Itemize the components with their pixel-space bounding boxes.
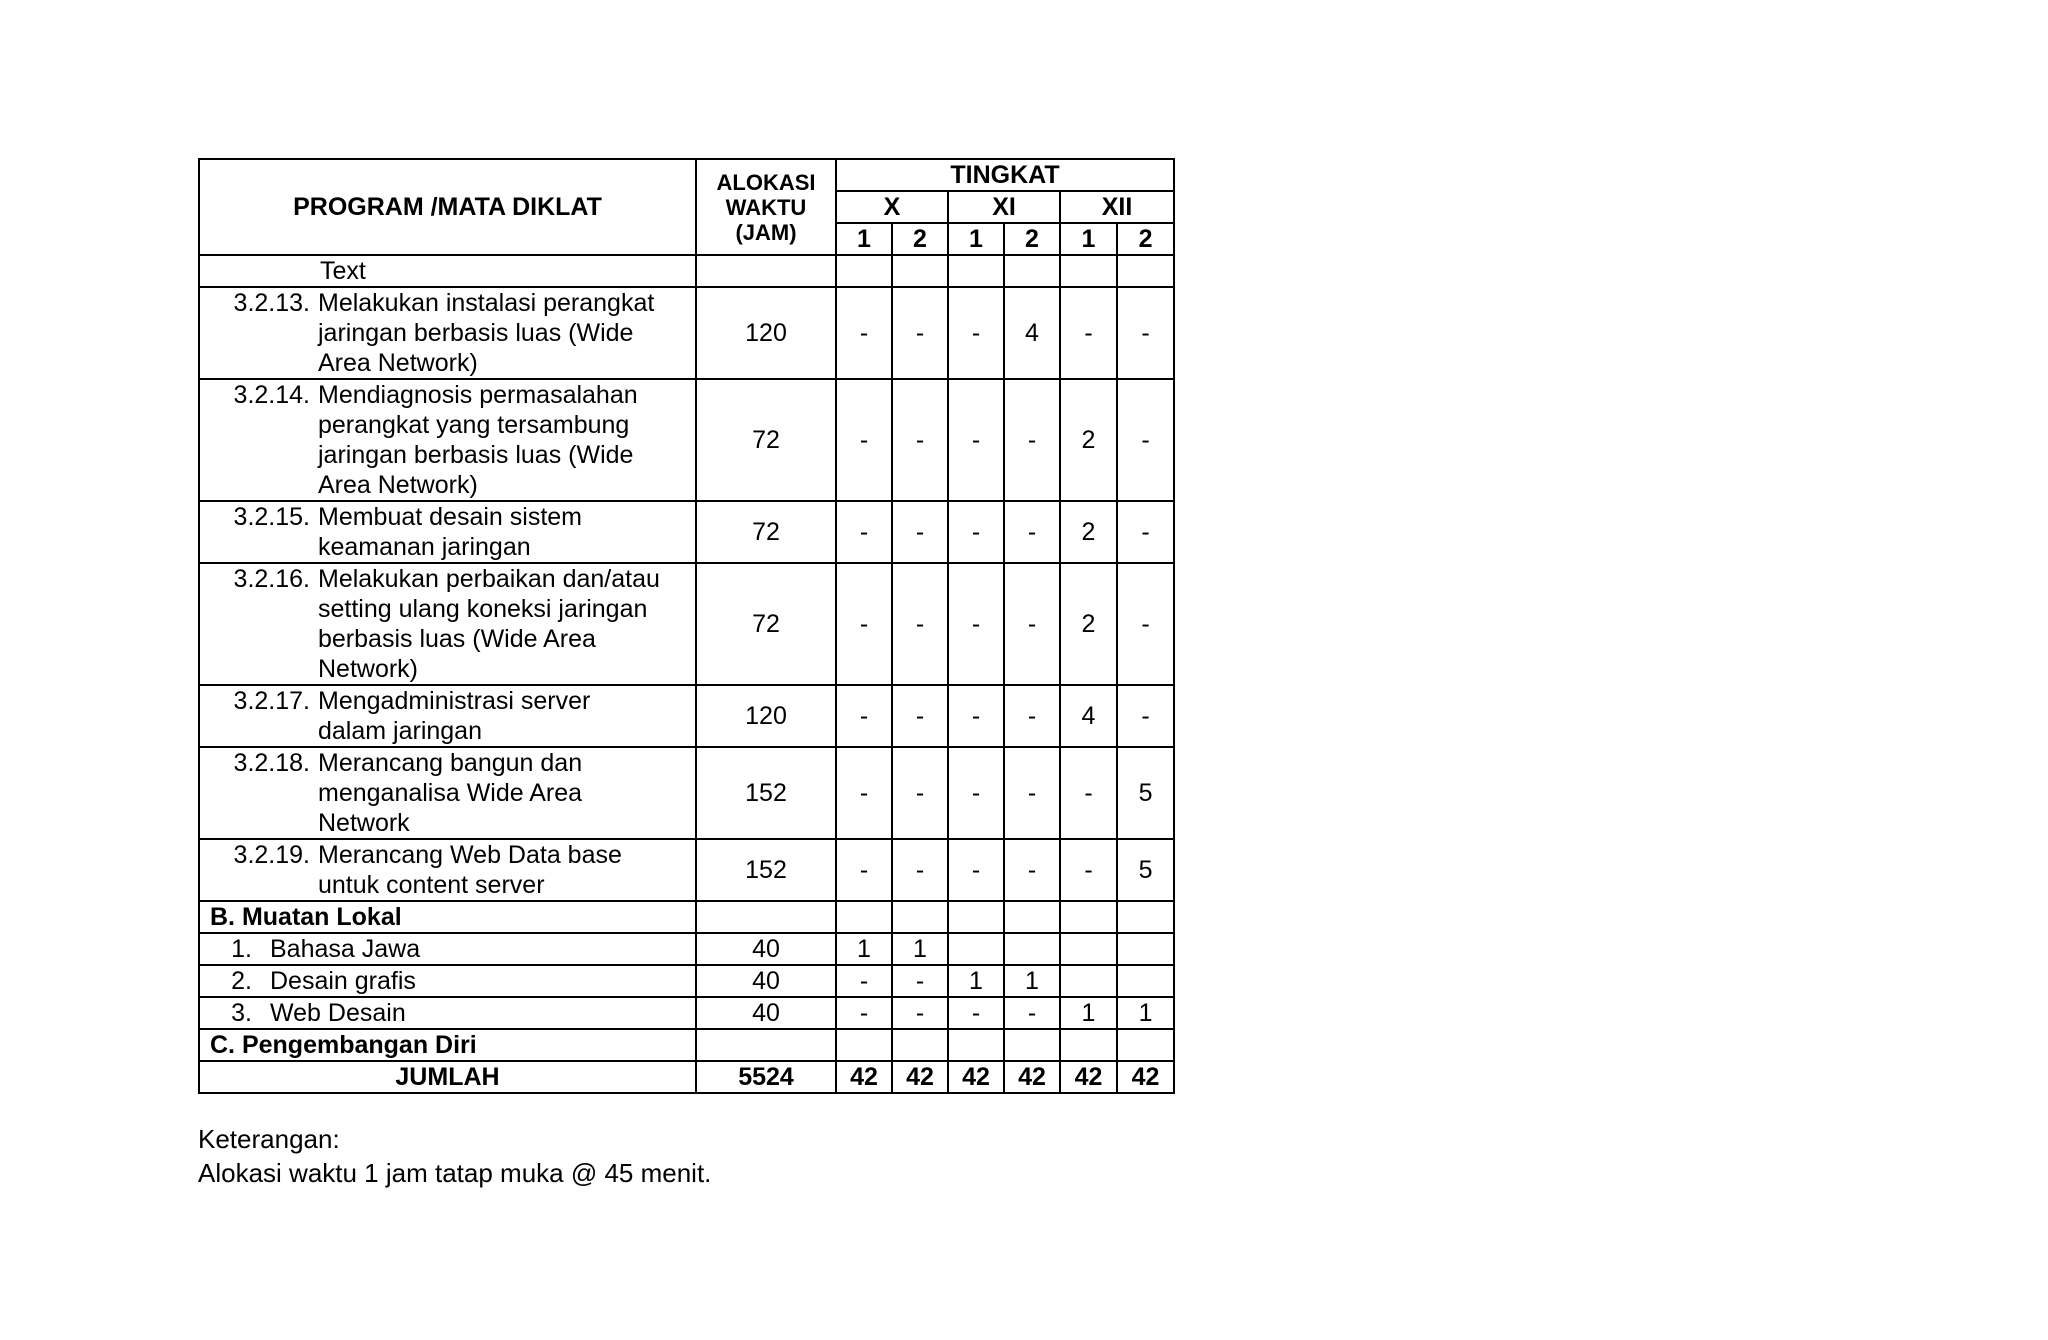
- item-semester-cell: -: [892, 747, 948, 839]
- header-alokasi-line-2: WAKTU: [725, 194, 807, 220]
- item-text-line: Mengadministrasi server: [318, 687, 591, 715]
- table-row: [199, 563, 1174, 685]
- muatan-lokal-semester-cell: [1060, 965, 1117, 997]
- item-description: [200, 564, 689, 684]
- empty-cell: [1117, 901, 1174, 933]
- item-semester-cell: -: [1060, 287, 1117, 379]
- item-text-line: Area Network): [318, 471, 478, 499]
- item-semester-cell: -: [836, 747, 892, 839]
- muatan-lokal-semester-cell: [1117, 965, 1174, 997]
- item-semester-cell: -: [1117, 563, 1174, 685]
- item-semester-cell: -: [1117, 287, 1174, 379]
- muatan-lokal-item: [200, 934, 689, 964]
- item-semester-cell: -: [1117, 501, 1174, 563]
- muatan-lokal-row: [199, 997, 1174, 1029]
- item-text-line: Melakukan perbaikan dan/atau: [318, 565, 660, 593]
- muatan-lokal-number: 2.: [231, 967, 252, 995]
- section-row-pengembangan-diri: [199, 1029, 1174, 1061]
- item-semester-cell: -: [1004, 839, 1060, 901]
- item-semester-cell: -: [892, 287, 948, 379]
- total-jam: 5524: [696, 1061, 836, 1093]
- item-text: [318, 564, 689, 684]
- item-text: [318, 502, 689, 562]
- total-cell: 42: [892, 1061, 948, 1093]
- item-semester-cell: -: [1004, 501, 1060, 563]
- muatan-lokal-semester-cell: [1004, 933, 1060, 965]
- total-cell: 42: [1004, 1061, 1060, 1093]
- muatan-lokal-label-cell: [199, 933, 696, 965]
- empty-cell: [696, 255, 836, 287]
- header-semester: 1: [948, 223, 1004, 255]
- item-description: [200, 502, 689, 562]
- item-description-cell: [199, 747, 696, 839]
- header-tingkat: TINGKAT: [836, 159, 1174, 191]
- item-description: [200, 686, 689, 746]
- muatan-lokal-semester-cell: -: [836, 965, 892, 997]
- empty-cell: [836, 1029, 892, 1061]
- header-semester: 1: [836, 223, 892, 255]
- item-number: 3.2.16.: [233, 565, 310, 593]
- item-jam: 72: [696, 501, 836, 563]
- item-description: [200, 748, 689, 838]
- muatan-lokal-label: Bahasa Jawa: [270, 935, 421, 963]
- header-grade-x: X: [836, 191, 948, 223]
- empty-cell: [1060, 901, 1117, 933]
- curriculum-table: [198, 158, 1175, 1094]
- muatan-lokal-number: 3.: [231, 999, 252, 1027]
- item-text-line: dalam jaringan: [318, 717, 482, 745]
- item-semester-cell: 5: [1117, 839, 1174, 901]
- item-text: [318, 380, 689, 500]
- item-description-cell: [199, 563, 696, 685]
- item-semester-cell: -: [948, 501, 1004, 563]
- table-row: [199, 747, 1174, 839]
- item-semester-cell: -: [836, 685, 892, 747]
- header-alokasi: [696, 159, 836, 255]
- muatan-lokal-semester-cell: 1: [836, 933, 892, 965]
- item-semester-cell: -: [892, 379, 948, 501]
- item-semester-cell: 2: [1060, 501, 1117, 563]
- header-grade-xii: XII: [1060, 191, 1174, 223]
- item-text-line: setting ulang koneksi jaringan: [318, 595, 648, 623]
- muatan-lokal-semester-cell: [948, 933, 1004, 965]
- empty-cell: [1060, 1029, 1117, 1061]
- item-number: 3.2.17.: [233, 687, 310, 715]
- muatan-lokal-jam: 40: [696, 965, 836, 997]
- muatan-lokal-semester-cell: -: [948, 997, 1004, 1029]
- empty-cell: [948, 255, 1004, 287]
- item-text-line: jaringan berbasis luas (Wide: [318, 441, 634, 469]
- header-semester: 2: [892, 223, 948, 255]
- item-semester-cell: -: [948, 379, 1004, 501]
- item-semester-cell: 2: [1060, 563, 1117, 685]
- muatan-lokal-number: 1.: [231, 935, 252, 963]
- item-semester-cell: -: [836, 839, 892, 901]
- table-row: [199, 287, 1174, 379]
- item-semester-cell: -: [892, 501, 948, 563]
- item-text-line: Membuat desain sistem: [318, 503, 583, 531]
- item-text: [318, 748, 689, 838]
- item-description-cell: [199, 685, 696, 747]
- muatan-lokal-label: Web Desain: [270, 999, 406, 1027]
- muatan-lokal-semester-cell: -: [836, 997, 892, 1029]
- header-grade-xi: XI: [948, 191, 1060, 223]
- empty-cell: [1004, 255, 1060, 287]
- empty-cell: [1117, 255, 1174, 287]
- header-row-1: [199, 159, 1174, 191]
- total-label: JUMLAH: [199, 1061, 696, 1093]
- item-text-line: keamanan jaringan: [318, 533, 531, 561]
- header-semester: 2: [1117, 223, 1174, 255]
- empty-cell: [836, 255, 892, 287]
- total-row: [199, 1061, 1174, 1093]
- empty-cell: [696, 1029, 836, 1061]
- item-semester-cell: 2: [1060, 379, 1117, 501]
- empty-cell: [1004, 1029, 1060, 1061]
- item-semester-cell: -: [1060, 747, 1117, 839]
- item-text-line: untuk content server: [318, 871, 545, 899]
- muatan-lokal-label-cell: [199, 997, 696, 1029]
- item-jam: 152: [696, 747, 836, 839]
- muatan-lokal-item: [200, 966, 689, 996]
- item-semester-cell: 4: [1060, 685, 1117, 747]
- item-number: 3.2.13.: [233, 289, 310, 317]
- item-number: 3.2.19.: [233, 841, 310, 869]
- item-number: 3.2.18.: [233, 749, 310, 777]
- header-program: PROGRAM /MATA DIKLAT: [199, 159, 696, 255]
- item-text-line: Melakukan instalasi perangkat: [318, 289, 655, 317]
- item-semester-cell: 5: [1117, 747, 1174, 839]
- muatan-lokal-semester-cell: 1: [948, 965, 1004, 997]
- item-semester-cell: -: [948, 563, 1004, 685]
- item-semester-cell: -: [948, 839, 1004, 901]
- item-semester-cell: -: [892, 685, 948, 747]
- item-text-line: Area Network): [318, 349, 478, 377]
- muatan-lokal-semester-cell: 1: [1004, 965, 1060, 997]
- table-row: [199, 685, 1174, 747]
- item-text-line: berbasis luas (Wide Area: [318, 625, 596, 653]
- item-semester-cell: -: [948, 287, 1004, 379]
- item-semester-cell: -: [892, 839, 948, 901]
- header-semester: 2: [1004, 223, 1060, 255]
- muatan-lokal-item: [200, 998, 689, 1028]
- muatan-lokal-jam: 40: [696, 933, 836, 965]
- muatan-lokal-semester-cell: 1: [1060, 997, 1117, 1029]
- item-description-cell: [199, 287, 696, 379]
- notes-text: Alokasi waktu 1 jam tatap muka @ 45 menit.: [198, 1158, 712, 1188]
- item-number: 3.2.14.: [233, 381, 310, 409]
- item-semester-cell: -: [1004, 379, 1060, 501]
- item-text-line: Network): [318, 655, 419, 683]
- item-text-line: menganalisa Wide Area: [318, 779, 583, 807]
- item-description: [200, 380, 689, 500]
- muatan-lokal-semester-cell: [1060, 933, 1117, 965]
- notes: [198, 1122, 711, 1190]
- empty-cell: [892, 901, 948, 933]
- item-semester-cell: -: [1004, 563, 1060, 685]
- muatan-lokal-label: Desain grafis: [270, 967, 416, 995]
- item-semester-cell: -: [1004, 747, 1060, 839]
- item-jam: 152: [696, 839, 836, 901]
- item-semester-cell: -: [836, 501, 892, 563]
- item-text-line: Merancang bangun dan: [318, 749, 583, 777]
- empty-cell: [948, 901, 1004, 933]
- muatan-lokal-semester-cell: -: [1004, 997, 1060, 1029]
- header-semester: 1: [1060, 223, 1117, 255]
- empty-cell: [696, 901, 836, 933]
- item-semester-cell: -: [1117, 685, 1174, 747]
- item-text-line: jaringan berbasis luas (Wide: [318, 319, 634, 347]
- table-row: [199, 839, 1174, 901]
- item-description-cell: [199, 839, 696, 901]
- section-row-muatan-lokal: [199, 901, 1174, 933]
- item-semester-cell: -: [836, 563, 892, 685]
- empty-cell: [948, 1029, 1004, 1061]
- total-cell: 42: [948, 1061, 1004, 1093]
- item-description-cell: [199, 379, 696, 501]
- item-text-line: perangkat yang tersambung: [318, 411, 630, 439]
- item-semester-cell: -: [836, 287, 892, 379]
- muatan-lokal-label-cell: [199, 965, 696, 997]
- muatan-lokal-semester-cell: [1117, 933, 1174, 965]
- muatan-lokal-semester-cell: -: [892, 965, 948, 997]
- total-cell: 42: [1060, 1061, 1117, 1093]
- section-title-pengembangan-diri: C. Pengembangan Diri: [199, 1029, 696, 1061]
- item-text: [318, 288, 689, 378]
- total-cell: 42: [1117, 1061, 1174, 1093]
- header-alokasi-line-3: (JAM): [735, 219, 797, 245]
- item-semester-cell: -: [1060, 839, 1117, 901]
- muatan-lokal-semester-cell: 1: [1117, 997, 1174, 1029]
- muatan-lokal-row: [199, 933, 1174, 965]
- table-row: [199, 379, 1174, 501]
- item-semester-cell: 4: [1004, 287, 1060, 379]
- item-jam: 72: [696, 563, 836, 685]
- text-row: [199, 255, 1174, 287]
- header-alokasi-line-1: ALOKASI: [716, 169, 816, 195]
- empty-cell: [1004, 901, 1060, 933]
- section-title-muatan-lokal: B. Muatan Lokal: [199, 901, 696, 933]
- item-jam: 120: [696, 685, 836, 747]
- notes-heading: Keterangan:: [198, 1124, 340, 1154]
- empty-cell: [836, 901, 892, 933]
- item-semester-cell: -: [1004, 685, 1060, 747]
- item-text-line: Mendiagnosis permasalahan: [318, 381, 638, 409]
- item-text: [318, 686, 689, 746]
- muatan-lokal-semester-cell: -: [892, 997, 948, 1029]
- empty-cell: [1117, 1029, 1174, 1061]
- item-text: [318, 840, 689, 900]
- empty-cell: [892, 1029, 948, 1061]
- item-semester-cell: -: [836, 379, 892, 501]
- text-row-label: Text: [199, 255, 696, 287]
- item-text-line: Network: [318, 809, 410, 837]
- item-number: 3.2.15.: [233, 503, 310, 531]
- table-row: [199, 501, 1174, 563]
- item-description: [200, 840, 689, 900]
- item-jam: 120: [696, 287, 836, 379]
- empty-cell: [892, 255, 948, 287]
- item-semester-cell: -: [1117, 379, 1174, 501]
- item-semester-cell: -: [948, 685, 1004, 747]
- muatan-lokal-semester-cell: 1: [892, 933, 948, 965]
- item-description: [200, 288, 689, 378]
- empty-cell: [1060, 255, 1117, 287]
- item-semester-cell: -: [892, 563, 948, 685]
- muatan-lokal-jam: 40: [696, 997, 836, 1029]
- item-description-cell: [199, 501, 696, 563]
- item-text-line: Merancang Web Data base: [318, 841, 622, 869]
- total-cell: 42: [836, 1061, 892, 1093]
- item-jam: 72: [696, 379, 836, 501]
- item-semester-cell: -: [948, 747, 1004, 839]
- muatan-lokal-row: [199, 965, 1174, 997]
